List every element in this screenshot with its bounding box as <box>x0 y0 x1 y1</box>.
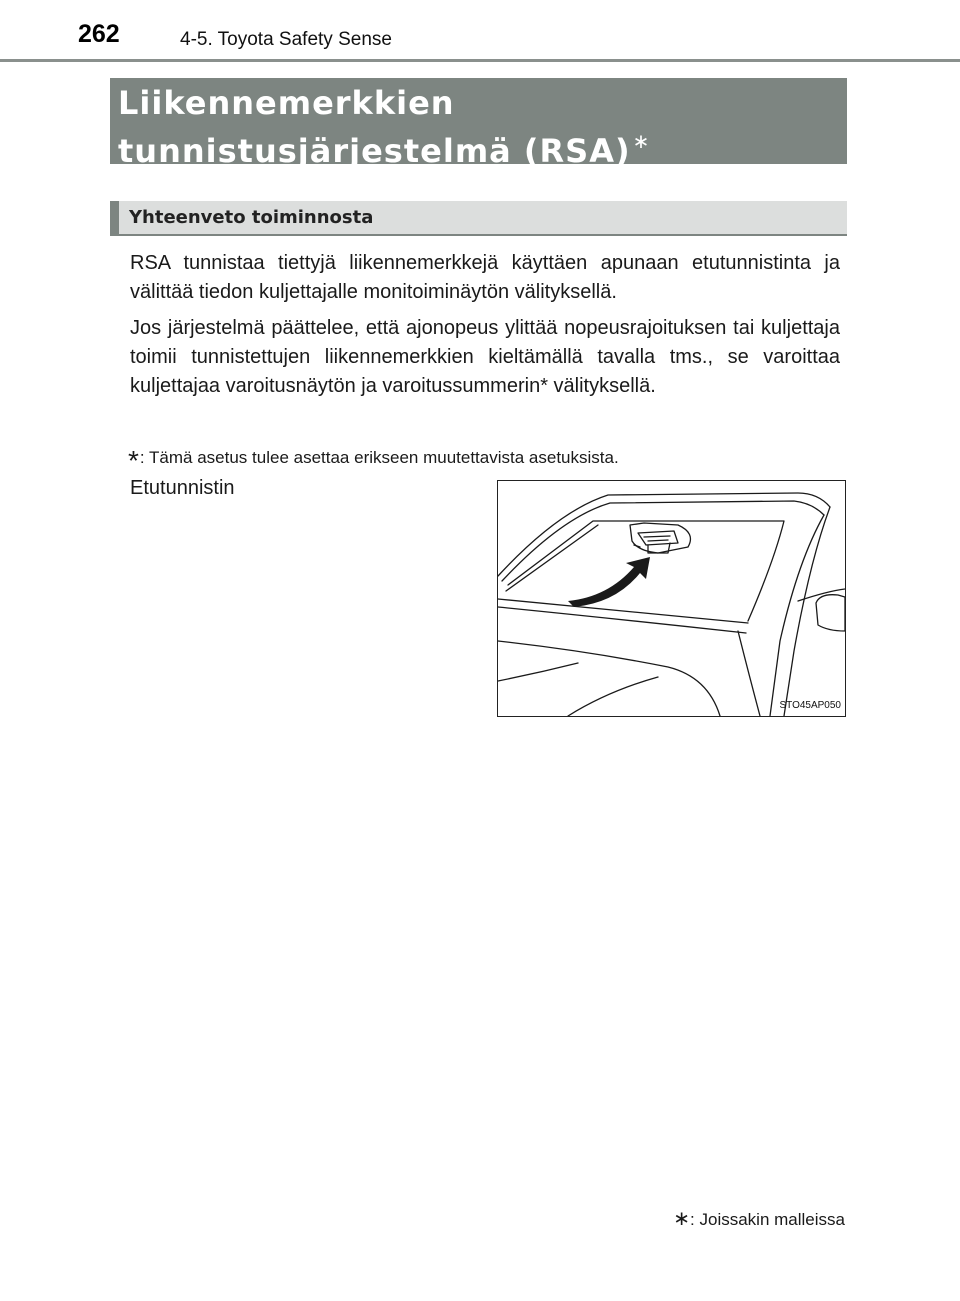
paragraph-1: RSA tunnistaa tiettyjä liikennemerkkejä käyttäen apunaan etutunnistinta ja välittää tiedon kuljettajalle monitoiminäytön välityksellä. <box>130 252 840 303</box>
subheading-accent-bar <box>110 201 119 234</box>
subheading-text: Yhteenveto toiminnosta <box>129 207 374 228</box>
note <box>128 438 619 476</box>
page-number: 262 <box>78 20 120 48</box>
chapter-title-box <box>110 78 847 170</box>
pointer-arrow-icon <box>568 557 650 607</box>
figure-code: STO45AP050 <box>779 700 841 711</box>
windshield-sensor-illustration <box>497 480 846 717</box>
section-title: 4-5. Toyota Safety Sense <box>180 29 392 50</box>
title-line-2 <box>118 122 847 170</box>
paragraph-2: Jos järjestelmä päättelee, että ajonopeus ylittää nopeusrajoituksen tai kuljettaja toimii tunnistettujen liikennemerkkien kieltämällä tavalla tms., se varoittaa kuljettajaa varoitusnäytön ja varoitussummerin* välityksellä. <box>130 317 840 397</box>
figure-label: Etutunnistin <box>130 477 235 499</box>
footnote-text: : Joissakin malleissa <box>690 1210 845 1229</box>
footnote <box>673 1206 845 1231</box>
page-header <box>0 0 960 62</box>
note-text: : Tämä asetus tulee asettaa erikseen muutettavista asetuksista. <box>139 448 619 467</box>
header-divider <box>0 59 960 62</box>
car-windshield-drawing <box>498 481 845 716</box>
title-asterisk: ∗ <box>632 129 651 153</box>
footnote-asterisk: ∗ <box>673 1208 691 1230</box>
subheading-box <box>110 201 847 236</box>
title-line-2-text: tunnistusjärjestelmä (RSA) <box>118 132 631 170</box>
title-line-1: Liikennemerkkien <box>118 84 455 122</box>
note-asterisk: * <box>128 445 139 476</box>
